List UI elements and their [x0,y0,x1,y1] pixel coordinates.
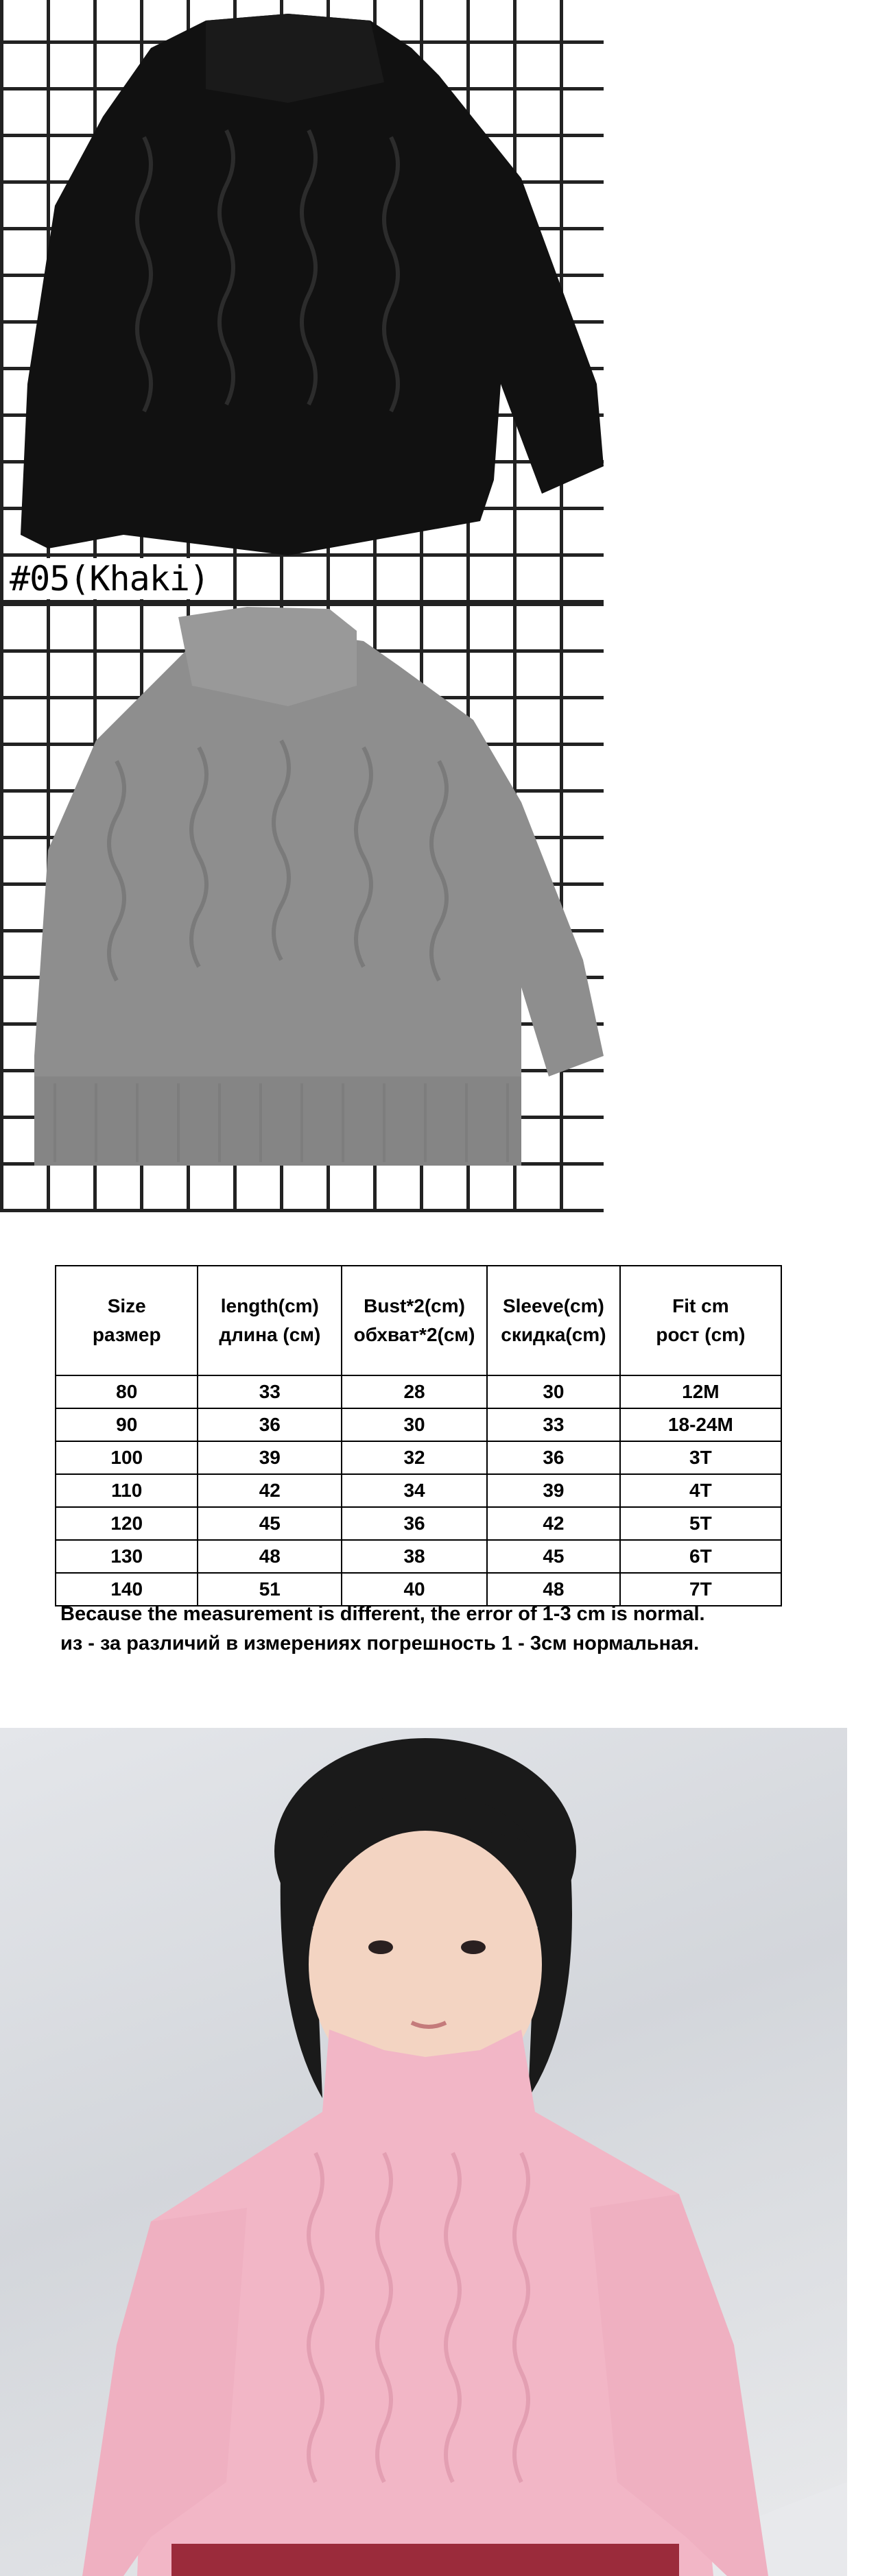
measurement-note-en: Because the measurement is different, the error of 1-3 cm is normal. [60,1603,705,1625]
table-row: 90 36 30 33 18-24M [56,1408,781,1441]
sweater-photo-gray [0,603,604,1212]
header-fit: Fit cm рост (cm) [620,1266,781,1375]
table-header-row [56,1266,781,1375]
table-row: 130 48 38 45 6T [56,1540,781,1573]
header-bust: Bust*2(cm) обхват*2(см) [342,1266,487,1375]
table-row: 80 33 28 30 12M [56,1375,781,1408]
table-row: 100 39 32 36 3T [56,1441,781,1474]
header-size: Size размер [56,1266,198,1375]
color-caption: #05(Khaki) [4,558,216,599]
child-pink-sweater-photo [0,1728,847,2576]
child-figure [0,1728,847,2576]
gray-sweater-shape [0,603,604,1212]
table-row: 110 42 34 39 4T [56,1474,781,1507]
header-length: length(cm) длина (см) [198,1266,342,1375]
black-sweater-shape [0,0,604,603]
measurement-note-ru: из - за различий в измерениях погрешность 1 - 3см нормальная. [60,1633,700,1654]
size-chart-table [55,1265,782,1606]
sweater-photo-black [0,0,604,603]
header-sleeve: Sleeve(cm) скидка(cm) [487,1266,620,1375]
table-row: 140 51 40 48 7T [56,1573,781,1606]
table-row: 120 45 36 42 5T [56,1507,781,1540]
